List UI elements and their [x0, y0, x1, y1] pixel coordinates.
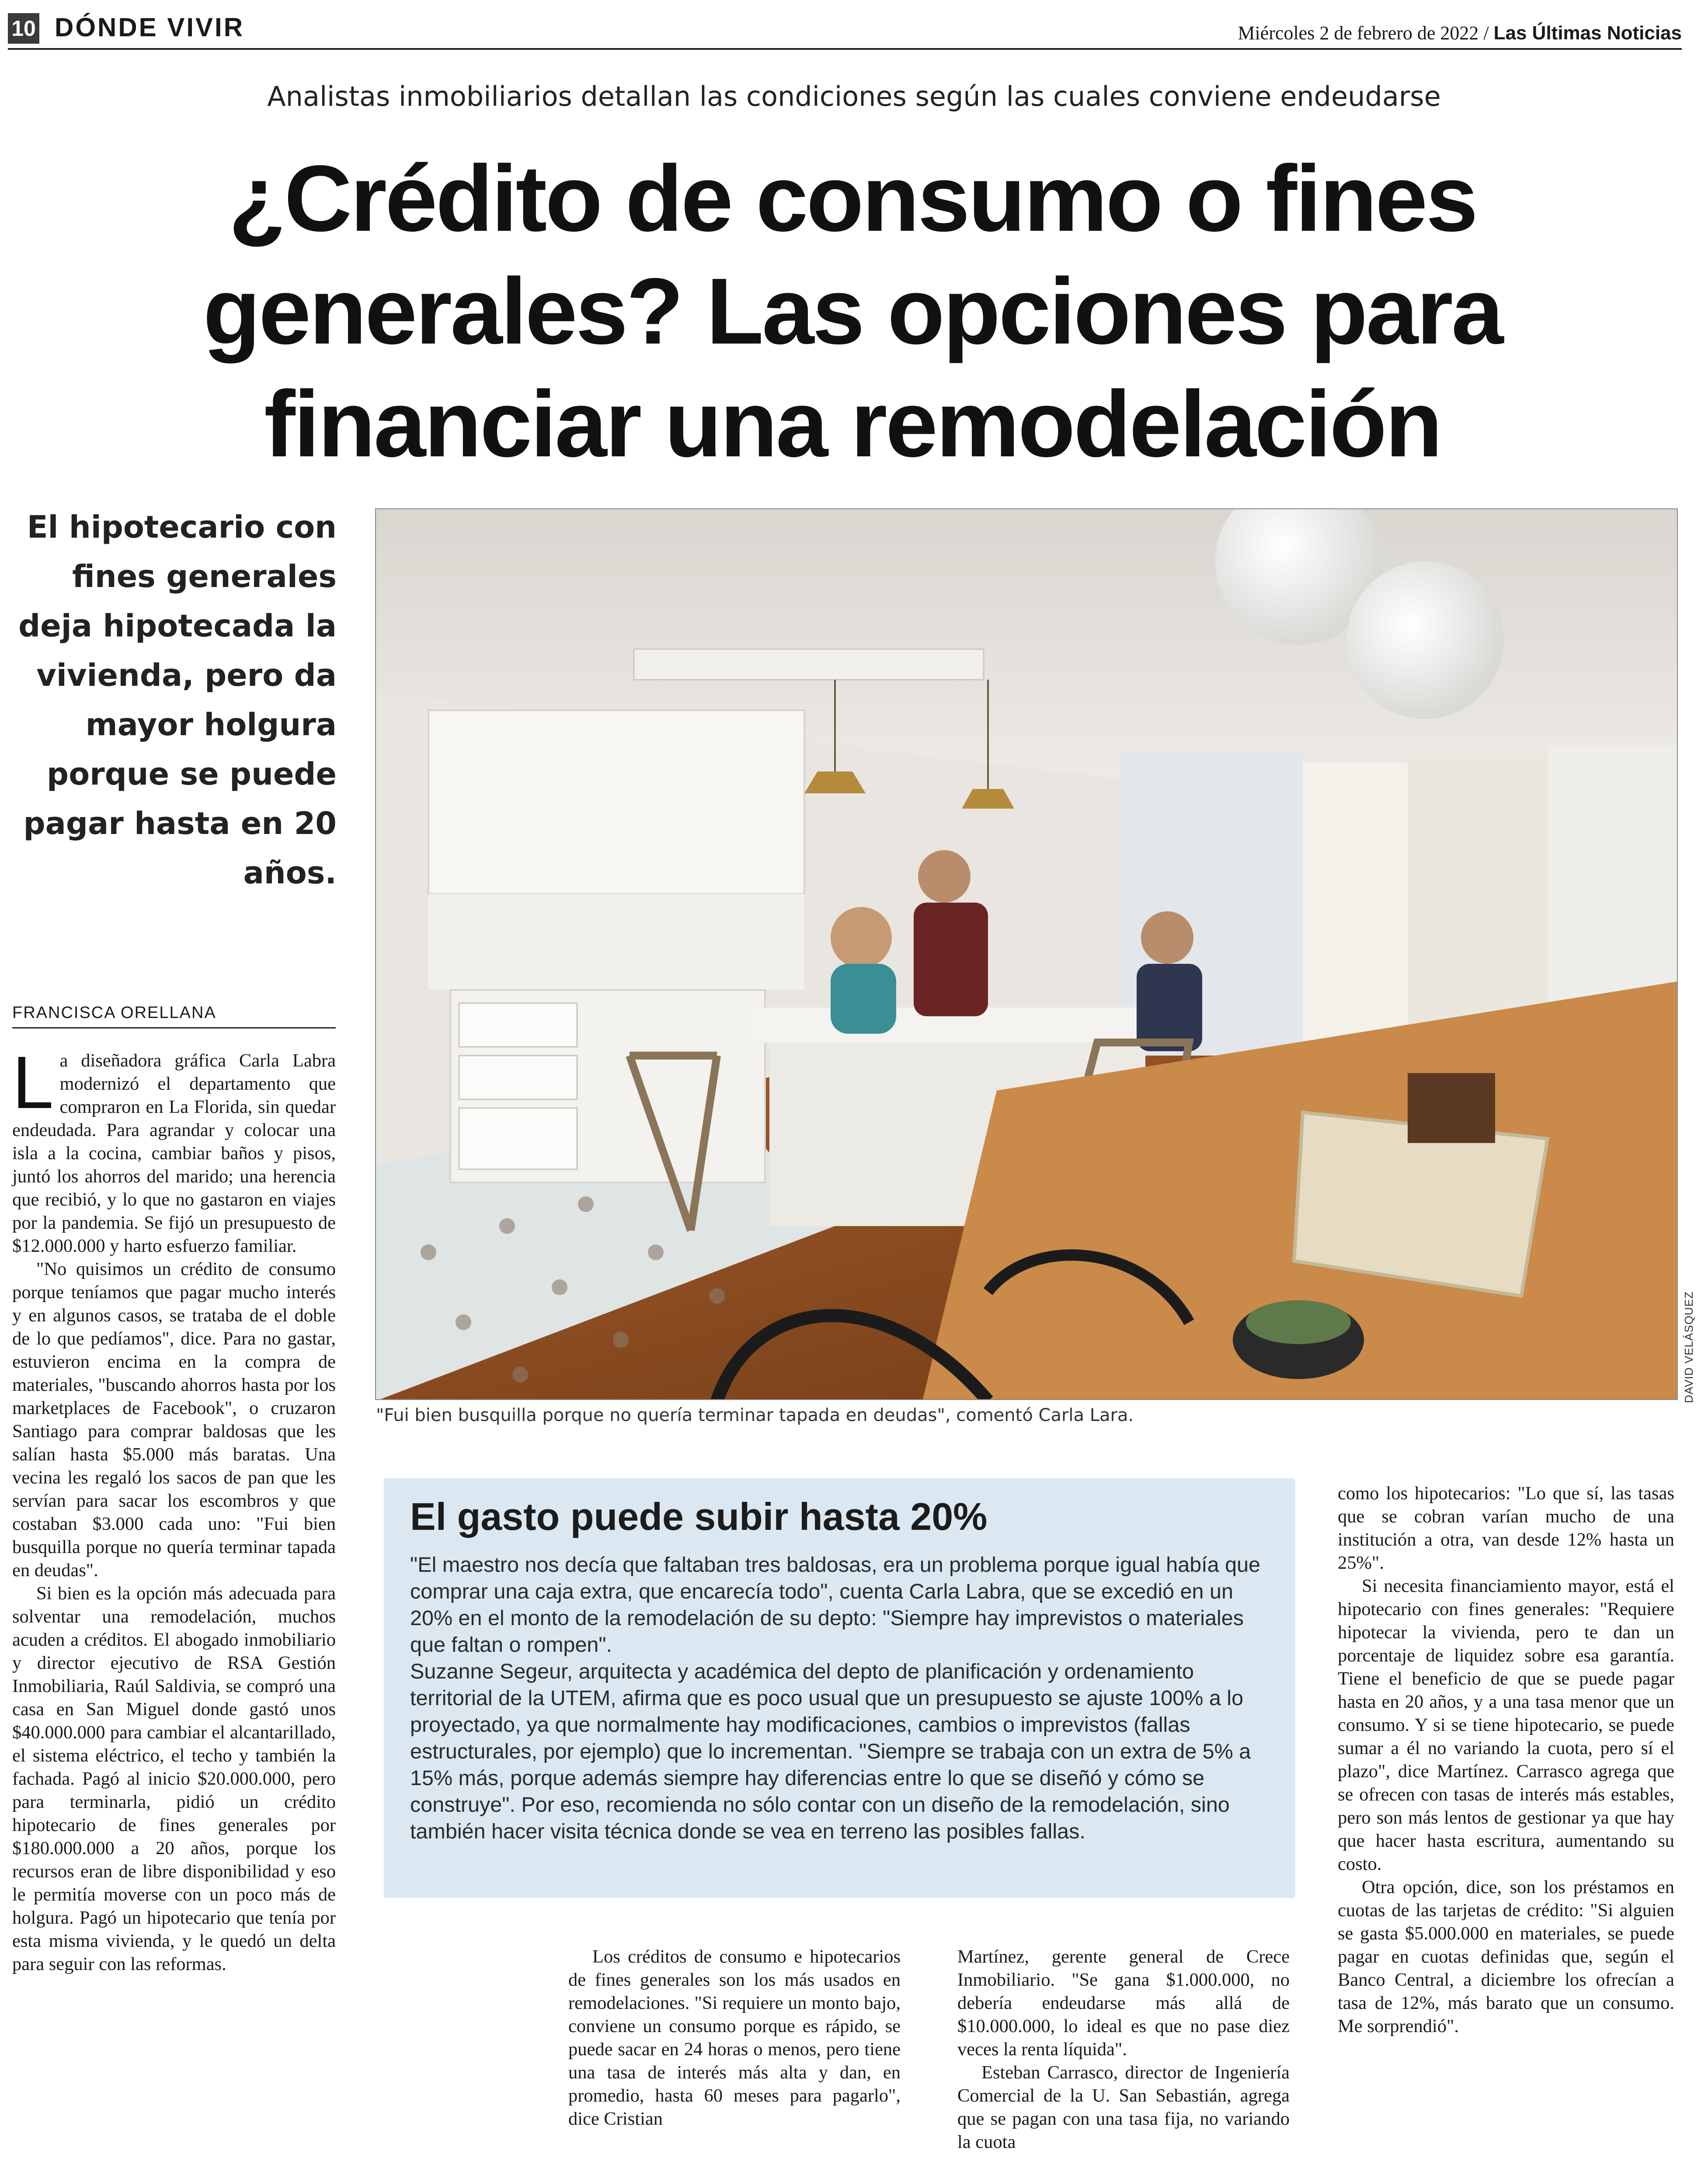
kitchen-scene-illustration [376, 509, 1678, 1400]
section-name: DÓNDE VIVIR [55, 13, 245, 42]
drop-cap: L [12, 1041, 54, 1124]
column-4-paragraph: Otra opción, dice, son los préstamos en cuotas de las tarjetas de crédito: "Si alguien se gasta $5.000.000 en materiales, se puede pagar en cuotas definidas que, según el Banco Central, a diciembre los ofrecían a tasa de 12%, más barato que un consumo. Me sorprendió". [1338, 1877, 1674, 2036]
photo-caption: "Fui bien busquilla porque no quería terminar tapada en deudas", comentó Carla Lara. [376, 1405, 1134, 1425]
article-column-1 [12, 1041, 336, 1976]
column-2-paragraph: Los créditos de consumo e hipotecarios de fines generales son los más usados en remodelaciones. "Si requiere un monto bajo, conviene un consumo porque es rápido, se puede sacar en 24 horas o menos, pero tiene una tasa de interés más alta y dan, en promedio, hasta 60 meses para pagarlo", dice Cristian [568, 1946, 901, 2129]
column-1-paragraph: Si bien es la opción más adecuada para solventar una remodelación, muchos acuden a créditos. El abogado inmobiliario y director ejecutivo de RSA Gestión Inmobiliaria, Raúl Saldivia, se compró una casa en San Miguel donde gastó unos $40.000.000 para cambiar el alcantarillado, el sistema eléctrico, el techo y también la fachada. Pagó al inicio $20.000.000, pero para terminarla, pidió un crédito hipotecario de fines generales por $180.000.000 a 20 años, porque los recursos eran de libre disponibilidad y eso le permitía moverse con un poco más de holgura. Pagó un hipotecario que tenía por esta misma vivienda, y le quedó un delta para seguir con las reformas. [12, 1583, 336, 1974]
page-number: 10 [8, 13, 39, 44]
column-1-paragraph [12, 1041, 336, 1258]
box-title: El gasto puede subir hasta 20% [410, 1495, 988, 1538]
column-4-paragraph: como los hipotecarios: "Lo que sí, las tasas que se cobran varían mucho de una institución a otra, van desde 12% hasta un 25%". [1338, 1483, 1674, 1573]
article-column-3 [957, 1945, 1290, 2154]
article-column-4 [1338, 1482, 1674, 2038]
column-4-paragraph: Si necesita financiamiento mayor, está el hipotecario con fines generales: "Requiere hipotecar la vivienda, pero te dan un porcentaje de liquidez sobre esa garantía. Tiene el beneficio de que se puede pagar hasta en 20 años, y a una tasa menor que un consumo. Y si se tiene hipotecario, se puede sumar a él no variando la cuota, pero sí el plazo", dice Martínez. Carrasco agrega que se ofrecen con tasas de interés más estables, pero son más lentos de gestionar ya que hay que hacer hasta escritura, aumentando su costo. [1338, 1576, 1674, 1874]
header-rule [8, 48, 1682, 50]
column-1-paragraph-text: a diseñadora gráfica Carla Labra modernizó el departamento que compraron en La Florida, sin quedar endeudada. Para agrandar y colocar una isla a la cocina, cambiar baños y pisos, juntó los ahorros del marido; una herencia que recibió, y lo que no gastaron en viajes por la pandemia. Se fijó un presupuesto de $12.000.000 y harto esfuerzo familiar. [12, 1050, 336, 1256]
article-photo [375, 508, 1678, 1400]
photo-credit [1682, 1291, 1700, 1407]
byline: FRANCISCA ORELLANA [12, 1002, 336, 1028]
publication-name: Las Últimas Noticias [1493, 22, 1682, 44]
article-column-2 [568, 1945, 901, 2130]
deck: El hipotecario con fines generales deja hipotecada la vivienda, pero da mayor holgura porque se puede pagar hasta en 20 años. [18, 509, 337, 891]
sidebar-box [384, 1478, 1295, 1898]
dateline [1238, 21, 1682, 45]
headline: ¿Crédito de consumo o fines generales? Las opciones para financiar una remodelación [203, 146, 1502, 476]
issue-date: Miércoles 2 de febrero de 2022 / [1238, 22, 1489, 44]
column-3-paragraph: Esteban Carrasco, director de Ingeniería Comercial de la U. San Sebastián, agrega que se pagan con una tasa fija, no variando la cuota [957, 2062, 1290, 2152]
column-3-paragraph: Martínez, gerente general de Crece Inmobiliario. "Se gana $1.000.000, no debería endeudarse más allá de $10.000.000, lo ideal es que no pase diez veces la renta líquida". [957, 1946, 1290, 2060]
column-1-paragraph: "No quisimos un crédito de consumo porque teníamos que pagar mucho interés y en algunos casos, se trataba de el doble de lo que pedíamos", dice. Para no gastar, estuvieron encima en la compra de materiales, "buscando ahorros hasta por los marketplaces de Facebook", o cruzaron Santiago para comprar baldosas que les salían hasta $5.000 más baratas. Una vecina les regaló los sacos de pan que les servían para sacar los escombros y que costaban $3.000 cada uno: "Fui bien busquilla porque no quería terminar tapada en deudas". [12, 1259, 336, 1581]
kicker: Analistas inmobiliarios detallan las condiciones según las cuales conviene endeudarse [267, 80, 1441, 112]
box-body: "El maestro nos decía que faltaban tres baldosas, era un problema porque igual había que comprar una caja extra, que encarecía todo", cuenta Carla Labra, que se excedió en un 20% en el monto de la remodelación de su depto: "Siempre hay imprevistos o materiales que faltan o rompen". Suzanne Segeur, arquitecta y académica del depto de planificación y ordenamiento territorial de la UTEM, afirma que es poco usual que un presupuesto se ajuste 100% a lo proyectado, ya que normalmente hay modificaciones, cambios o imprevistos (fallas estructurales, por ejemplo) que lo incrementan. "Siempre se trabaja con un extra de 5% a 15% más, porque además siempre hay diferencias entre lo que se diseñó y cómo se construye". Por eso, recomienda no sólo contar con un diseño de la remodelación, sino también hacer visita técnica donde se vea en terreno las posibles fallas. [410, 1553, 1261, 1843]
photo-credit-text: DAVID VELÁSQUEZ [1682, 1291, 1695, 1403]
